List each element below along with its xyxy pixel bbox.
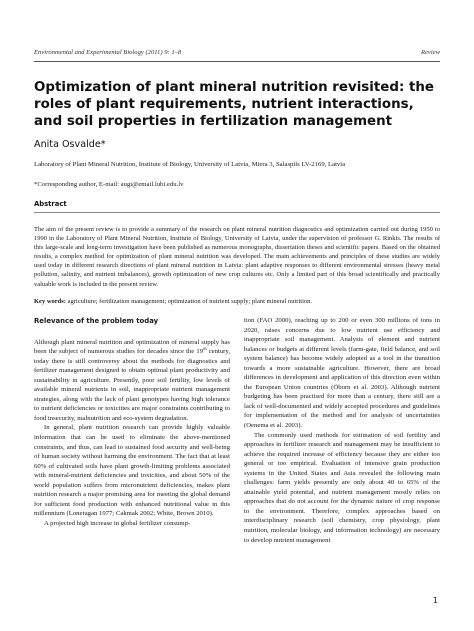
body-column-right xyxy=(244,316,440,545)
header-rule xyxy=(34,61,440,62)
page-number: 1 xyxy=(432,596,438,605)
corresponding-author: *Corresponding author, E-mail: augi@email.lubi.edu.lv xyxy=(34,181,184,188)
body-column-left xyxy=(34,316,230,528)
abstract-heading: Abstract xyxy=(34,200,67,208)
keywords-list: agriculture; fertilization management; optimization of nutrient supply; plant mineral nutrition. xyxy=(67,298,313,305)
body-paragraph: In general, plant nutrition research can provide highly valuable information that can be used to eliminate the above-mentioned constraints, and thus, can lead to sustained food security and well-being of human society without harming the environment. The fact that at least 60% of cultivated soils have plant growth-limiting problems associated with mineral-nutrient deficiencies and toxicities, and about 50% of the world population suffers from micronutrient deficiencies, makes plant nutrition research a major promising area for meeting the global demand for sufficient food production with enhanced nutritional value in this millennium (Loneragan 1977; Cakmak 2002; White, Brown 2010). xyxy=(34,424,230,518)
running-header xyxy=(34,49,440,56)
journal-citation: Environmental and Experimental Biology (2011) 9: 1–8 xyxy=(34,49,182,56)
body-paragraph: A projected high increase in global fertilizer consump- xyxy=(44,519,191,527)
keywords-label: Key words: xyxy=(34,298,66,305)
article-type: Review xyxy=(420,49,440,56)
article-title: Optimization of plant mineral nutrition revisited: the roles of plant requirements, nutrient interactions, and soil properties in fertilization management xyxy=(34,80,434,130)
abstract-rule xyxy=(34,212,440,213)
keywords xyxy=(34,297,440,306)
paragraph-text: Although plant mineral nutrition and optimization of mineral supply has been the subject of numerous studies for decades since the 19 xyxy=(34,338,230,356)
affiliation: Laboratory of Plant Mineral Nutrition, Institute of Biology, University of Latvia, Miera 3, Salaspils LV-2169, Latvia xyxy=(34,161,346,168)
abstract-text: The aim of the present review is to provide a summary of the research on plant mineral nutrition diagnostics and optimization carried out during 1950 to 1990 in the Laboratory of Plant Mineral Nutrition, Institute of Biology, University of Latvia, under the supervision of professor G. Rinkis. The results of this large-scale and long-term investigation have been published as numerous monographs, dissertation theses and scientific papers. Based on the obtained results, a complex method for optimization of plant mineral nutrition was developed. The main achievements and principles of these studies are widely used today in different research directions of plant mineral nutrition in Latvia: plant adaptive responses to different environmental stresses (heavy metal pollution, salinity, and nutrient imbalances), growth optimization of new crop cultures etc. Only a limited part of this broad scientifically and practically valuable work is included in the present review. xyxy=(34,226,440,288)
body-paragraph xyxy=(34,338,230,424)
paragraph-text: century, today there is still controversy about the methods for diagnostics and fertilizer management designed to obtain optimal plant productivity and sustainability in agriculture. Presently, poor soil fertility, low levels of available mineral nutrients in soil, inappropriate nutrient management strategies, along with the lack of plant genotypes having high tolerance to nutrient deficiencies or toxicities are major constraints contributing to food insecurity, malnutrition and eco-system degradation. xyxy=(34,348,230,422)
author-name: Anita Osvalde* xyxy=(34,139,106,150)
body-paragraph: The commonly used methods for estimation of soil fertility and approaches in fertilizer research and management may be insufficient to achieve the required increase of efficiency because they are either too general or too empirical. Evaluation of intensive grain production systems in the United States and Asia revealed the following main challenges: farm yields presently are only about 40 to 65% of the attainable yield potential, and nutrient management mostly relies on approaches that do not account for the dynamic nature of crop response to the environment. Therefore, complex approaches based on interdisciplinary research (soil chemistry, crop physiology, plant nutrition, molecular biology, and information technology) are necessary to develop nutrient management xyxy=(244,431,440,544)
body-paragraph: tion (FAO 2000), reaching up to 200 or even 300 millions of tons in 2020, raises concerns due to low nutrient use efficiency and inappropriate soil management. Analysis of element and nutrient balances or budgets at different levels (farm-gate, field balance, and soil system balance) has become widely adopted as a tool in the transition towards a more sustainable agriculture. However, there are broad differences in development and application of this direction even within the European Union countries (Öborn et al. 2003). Although nutrient budgeting has been practised for more than a century, there still are a lack of well-documented and widely accepted procedures and guidelines for implementation of the method and for analysis of uncertainties (Oenema et al. 2003). xyxy=(244,317,440,430)
superscript: th xyxy=(203,345,207,351)
section-heading: Relevance of the problem today xyxy=(34,317,159,325)
